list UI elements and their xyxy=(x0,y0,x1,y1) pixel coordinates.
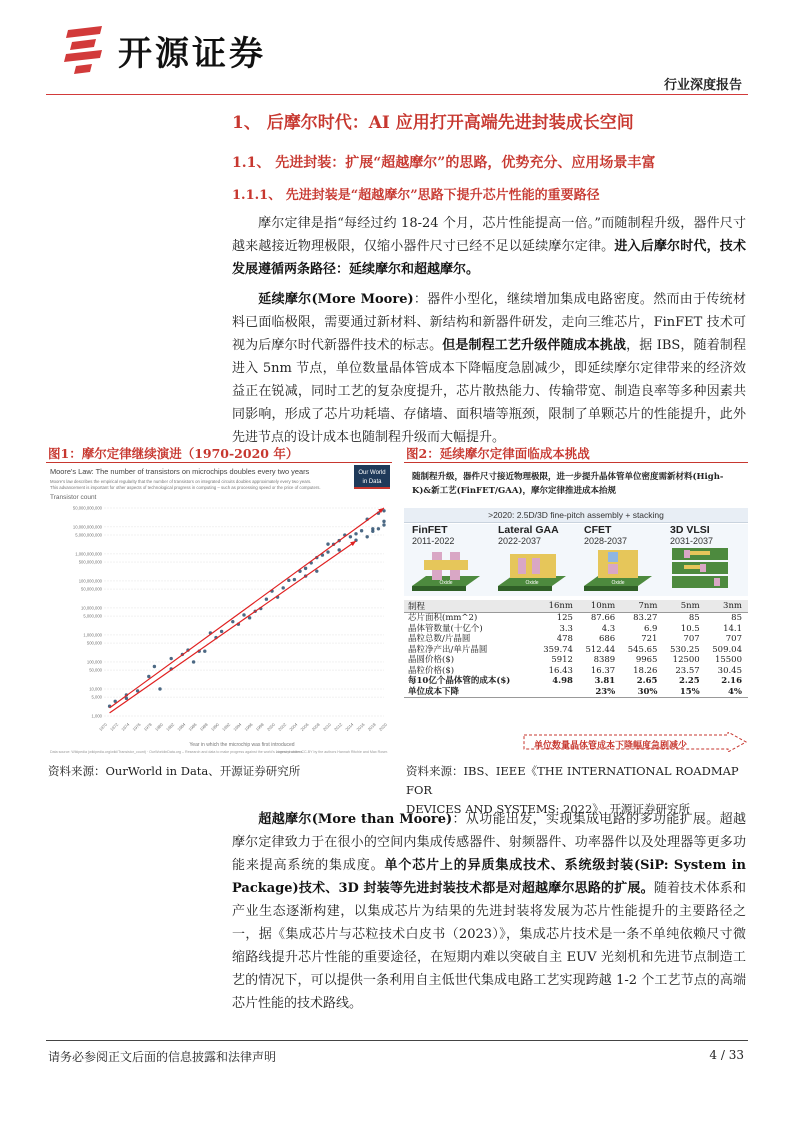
node-name: Lateral GAA xyxy=(498,524,559,536)
table-cell: 9965 xyxy=(635,655,658,665)
node-cfet xyxy=(578,524,660,596)
table-cell: 4% xyxy=(706,687,748,698)
table-cell: 10.5 xyxy=(680,623,700,634)
y-tick-label: 5,000,000,000 xyxy=(75,532,102,538)
data-point xyxy=(192,660,195,663)
y-tick-label: 5,000 xyxy=(91,694,102,700)
p3-bold: 单个芯片上的异质集成技术、系统级封装(SiP: System in Package)技术、3D 封装等先进封装技术都是对超越摩尔思路的扩展。 xyxy=(232,858,746,896)
x-tick-label: 1976 xyxy=(131,721,142,733)
table-row xyxy=(404,676,748,687)
table-cell: 359.74 xyxy=(543,644,573,655)
table-row xyxy=(404,613,748,624)
table-cell: 3.81 xyxy=(594,676,616,686)
data-point xyxy=(371,530,374,533)
chart-title: Moore's Law: The number of transistors on microchips doubles every two years xyxy=(50,467,310,476)
x-tick-label: 1996 xyxy=(243,721,254,733)
x-tick-label: 2006 xyxy=(299,721,310,733)
table-cell: 530.25 xyxy=(669,644,700,655)
x-tick-label: 2002 xyxy=(277,721,288,733)
3d-vlsi-device-icon xyxy=(664,546,746,592)
moores-law-chart xyxy=(46,464,392,760)
y-tick-label: 1,000,000 xyxy=(83,632,102,638)
owid-badge xyxy=(354,465,390,489)
y-tick-label: 1,000,000,000 xyxy=(75,551,102,557)
table-cell: 30.45 xyxy=(717,665,742,676)
data-point xyxy=(158,687,161,690)
paragraph-moore-law xyxy=(232,212,746,281)
cost-decline-note: 单位数量晶体管成本下降幅度急剧减少 xyxy=(534,741,688,751)
gaa-device-icon xyxy=(492,546,574,592)
table-cell: 12500 xyxy=(672,655,700,665)
x-tick-label: 1974 xyxy=(120,721,131,733)
x-tick-label: 2014 xyxy=(344,721,355,733)
row-label: 单位成本下降 xyxy=(404,687,537,698)
table-cell: 87.66 xyxy=(590,613,616,623)
data-point xyxy=(203,650,206,653)
table-cell: 686 xyxy=(598,634,616,644)
y-tick-label: 50,000,000,000 xyxy=(72,505,102,511)
chart-xlabel: Year in which the microchip was first introduced xyxy=(189,742,295,748)
row-label: 晶圆价格($) xyxy=(408,655,455,665)
section-heading: 1、 后摩尔时代：AI 应用打开高端先进封装成长空间 xyxy=(232,113,634,133)
table-cell: 512.44 xyxy=(585,644,616,655)
table-cell: 478 xyxy=(556,634,573,644)
table-cell: 509.04 xyxy=(712,644,742,655)
figure2-caption: 图2：延续摩尔定律面临成本挑战 xyxy=(406,446,590,461)
table-cell: 15500 xyxy=(714,655,742,665)
table-cell: 15% xyxy=(663,687,705,698)
brand-logo-icon xyxy=(62,24,110,76)
x-tick-label: 1998 xyxy=(254,721,265,733)
x-tick-label: 2020 xyxy=(377,721,389,733)
data-point xyxy=(147,675,150,678)
table-cell: 707 xyxy=(725,634,742,644)
data-point xyxy=(304,567,307,570)
data-point xyxy=(354,532,357,535)
x-tick-label: 1980 xyxy=(153,721,165,733)
table-cell: 18.26 xyxy=(633,665,658,676)
table-header-cell: 10nm xyxy=(579,600,621,613)
x-tick-label: 1982 xyxy=(165,721,176,733)
table-header-cell: 制程 xyxy=(404,600,537,613)
table-cell: 2.65 xyxy=(636,676,658,686)
figure1-rule xyxy=(46,462,392,463)
footer-disclaimer: 请务必参阅正文后面的信息披露和法律声明 xyxy=(48,1050,277,1064)
table-cell: 2.25 xyxy=(679,676,700,686)
data-point xyxy=(338,548,341,551)
table-cell: 30% xyxy=(621,687,663,698)
y-tick-label: 50,000 xyxy=(89,667,102,673)
chart-desc-2: This advancement is important for other aspects of technological progress in computing – such as processing speed or the price of computers. xyxy=(50,485,321,490)
y-tick-label: 100,000 xyxy=(86,659,102,665)
table-cell: 2.16 xyxy=(721,676,742,686)
table-cell: 707 xyxy=(683,634,700,644)
row-label: 芯片面积(mm^2) xyxy=(408,613,478,623)
node-years: 2022-2037 xyxy=(498,536,542,546)
table-row xyxy=(404,666,748,677)
table-cell: 16.43 xyxy=(548,665,573,676)
figure1-source: 资料来源：OurWorld in Data、开源证券研究所 xyxy=(48,764,301,778)
table-row xyxy=(404,655,748,666)
data-point xyxy=(315,569,318,572)
figure1-caption: 图1：摩尔定律继续演进（1970-2020 年） xyxy=(48,446,299,461)
p3-text1: ：从功能出发，实现集成电路的多功能扩展。超越摩尔定律致力于在很小的空间内集成传感器件、射频器件、功率器件以及处理器等更多功能来提高系统的集成度。 xyxy=(232,812,746,873)
row-label: 晶粒净产出/单片晶圆 xyxy=(408,644,488,655)
data-point xyxy=(382,520,385,523)
x-tick-label: 2004 xyxy=(288,721,299,733)
row-label: 晶粒总数/片晶圆 xyxy=(408,634,471,644)
row-label: 晶粒价格($) xyxy=(408,665,455,676)
data-point xyxy=(231,620,234,623)
p2-bold: 但是制程工艺升级伴随成本挑战 xyxy=(442,338,627,353)
figure2-rule xyxy=(404,462,748,463)
cost-challenge-figure xyxy=(404,466,748,760)
cfet-device-icon xyxy=(578,546,660,592)
data-point xyxy=(287,579,290,582)
x-tick-label: 2000 xyxy=(265,721,277,733)
table-header-cell: 3nm xyxy=(706,600,748,613)
x-tick-label: 1970 xyxy=(97,721,109,733)
report-type: 行业深度报告 xyxy=(663,78,742,93)
paragraph-more-moore xyxy=(232,288,746,449)
data-point xyxy=(153,665,156,668)
chart-desc-1: Moore's law describes the empirical regularity that the number of transistors on integrated circuits doubles approximately every two years. xyxy=(50,479,312,484)
x-tick-label: 1984 xyxy=(176,721,187,733)
device-roadmap xyxy=(404,524,748,596)
chart-license: Licensed under CC-BY by the authors Hannah Ritchie and Max Roser. xyxy=(275,750,388,754)
figure2-source-line2: DEVICES AND SYSTEMS: 2022》、开源证券研究所 xyxy=(406,802,691,816)
node-years: 2011-2022 xyxy=(412,536,455,546)
table-header-cell: 16nm xyxy=(537,600,579,613)
table-row xyxy=(404,645,748,656)
node-name: FinFET xyxy=(412,524,448,536)
owid-badge-l2: in Data xyxy=(362,479,382,485)
data-point xyxy=(360,529,363,532)
table-cell: 14.1 xyxy=(723,623,742,634)
y-tick-label: 10,000,000 xyxy=(81,605,102,611)
table-cell: 125 xyxy=(556,613,573,623)
data-point xyxy=(349,535,352,538)
node-years: 2031-2037 xyxy=(670,536,714,546)
p1-text: 摩尔定律是指“每经过约 18-24 个月，芯片性能提高一倍。”而随制程升级，器件尺寸越来越接近物理极限，仅缩小器件尺寸已经不足以延续摩尔定律。 xyxy=(232,216,746,254)
data-point xyxy=(377,527,380,530)
table-cell: 16.37 xyxy=(590,665,616,676)
x-tick-label: 2012 xyxy=(333,721,344,733)
data-point xyxy=(366,535,369,538)
table-cell: 83.27 xyxy=(633,613,658,623)
node-name: 3D VLSI xyxy=(670,524,710,536)
y-tick-label: 5,000,000 xyxy=(83,613,102,619)
data-point xyxy=(265,598,268,601)
y-tick-label: 10,000,000,000 xyxy=(72,524,102,530)
x-tick-label: 1986 xyxy=(187,721,198,733)
x-tick-label: 2016 xyxy=(355,721,366,733)
table-cell: 23% xyxy=(579,687,621,698)
y-tick-label: 100,000,000 xyxy=(78,578,102,584)
y-tick-label: 1,000 xyxy=(91,713,102,719)
svg-text:Oxide: Oxide xyxy=(439,580,453,586)
x-tick-label: 2010 xyxy=(321,721,333,733)
node-lateral-gaa xyxy=(492,524,574,596)
node-finfet xyxy=(406,524,488,596)
table-cell: 6.9 xyxy=(643,623,658,634)
x-tick-label: 1994 xyxy=(232,721,243,733)
table-cell xyxy=(537,687,579,698)
data-point xyxy=(382,523,385,526)
table-cell: 85 xyxy=(688,613,700,623)
data-point xyxy=(220,630,223,633)
subsection-heading: 1.1、 先进封装：扩展“超越摩尔”的思路，优势充分、应用场景丰富 xyxy=(232,155,656,171)
p2-text2: ，据 IBS，随着制程进入 5nm 节点，单位数量晶体管成本下降幅度急剧减少，即延续摩尔定律带来的经济效益正在锐减，同时工艺的复杂度提升，芯片散热能力、传输带宽、制造良率等多种因素共同影响，形成了芯片功耗墙、存储墙、面积墙等瓶颈，限制了单颗芯片的性能提升，此外先进节点的设计成本也随制程升级而大幅提升。 xyxy=(232,338,746,445)
figure2-intro: 随制程升级，器件尺寸接近物理极限，进一步提升晶体管单位密度需新材料(High-K)&新工艺(FinFET/GAA)，摩尔定律推进成本抬规 xyxy=(412,472,724,496)
table-cell: 85 xyxy=(731,613,742,623)
svg-text:Oxide: Oxide xyxy=(611,580,625,586)
table-row xyxy=(404,624,748,635)
table-cell: 3.3 xyxy=(559,623,573,634)
x-tick-label: 1972 xyxy=(109,721,120,733)
x-tick-label: 1992 xyxy=(221,721,232,733)
table-row xyxy=(404,634,748,645)
data-point xyxy=(282,586,285,589)
node-3d-vlsi xyxy=(664,524,746,596)
cost-table-header xyxy=(404,600,748,613)
x-tick-label: 2008 xyxy=(310,721,321,733)
table-cell: 545.65 xyxy=(627,644,658,655)
table-cell: 4.98 xyxy=(552,676,573,686)
x-tick-label: 1978 xyxy=(142,721,153,733)
page-number: 4 / 33 xyxy=(709,1048,744,1062)
subsubsection-heading: 1.1.1、 先进封装是“超越摩尔”思路下提升芯片性能的重要路径 xyxy=(232,188,600,203)
p3-text2: 随着技术体系和产业生态逐渐构建，以集成芯片为结果的先进封装将发展为芯片性能提升的主要路径之一，据《集成芯片与芯粒技术白皮书（2023）》，集成芯片技术是一条不单纯依赖尺寸微缩路线提升芯片性能的重要途径，在短期内难以突破自主 EUV 光刻机和先进节点制造工艺的情况下，可以提供一条利用自主低世代集成电路工艺实现跨越 1-2 个工艺节点的高端芯片性能的技术路线。 xyxy=(232,881,746,1011)
x-tick-label: 1988 xyxy=(198,721,209,733)
p2-text1: ：器件小型化，继续增加集成电路密度。然而由于传统材料已面临极限，需要通过新材料、新结构和新器件研发，走向三维芯片，FinFET 技术可视为后摩尔时代新器件技术的标志。 xyxy=(232,292,746,353)
svg-text:Oxide: Oxide xyxy=(525,580,539,586)
data-point xyxy=(170,657,173,660)
table-cell: 5912 xyxy=(551,655,573,665)
table-cell: 4.3 xyxy=(601,623,616,634)
paragraph-more-than-moore xyxy=(232,808,746,1015)
p2-term: 延续摩尔(More Moore) xyxy=(258,292,414,307)
x-tick-label: 1990 xyxy=(209,721,221,733)
table-header-cell: 5nm xyxy=(663,600,705,613)
finfet-device-icon xyxy=(406,546,488,592)
header-divider xyxy=(46,94,748,95)
table-cell: 23.57 xyxy=(675,665,700,676)
data-point xyxy=(242,613,245,616)
data-point xyxy=(293,578,296,581)
p1-bold: 进入后摩尔时代，技术发展遵循两条路径：延续摩尔和超越摩尔。 xyxy=(232,239,746,277)
node-years: 2028-2037 xyxy=(584,536,628,546)
footer-divider xyxy=(46,1040,748,1041)
table-row xyxy=(404,687,748,698)
row-label: 每10亿个晶体管的成本($) xyxy=(408,676,511,686)
figure2-source-line1: 资料来源：IBS、IEEE《THE INTERNATIONAL ROADMAP FOR xyxy=(406,764,739,797)
table-cell: 721 xyxy=(641,634,658,644)
row-label: 晶体管数量(十亿个) xyxy=(408,623,483,634)
owid-badge-l1: Our World xyxy=(358,470,386,476)
cost-table xyxy=(404,600,748,698)
roadmap-banner: >2020: 2.5D/3D fine-pitch assembly + stacking xyxy=(404,508,748,523)
y-tick-label: 500,000,000 xyxy=(78,559,102,565)
data-point xyxy=(326,542,329,545)
node-name: CFET xyxy=(584,524,612,536)
brand-name: 开源证券 xyxy=(118,34,266,74)
owid-badge-stripe xyxy=(354,487,390,489)
y-tick-label: 10,000 xyxy=(89,686,102,692)
y-tick-label: 50,000,000 xyxy=(81,586,102,592)
chart-ylabel: Transistor count xyxy=(50,494,97,501)
table-header-cell: 7nm xyxy=(621,600,663,613)
p3-term: 超越摩尔(More than Moore) xyxy=(258,812,453,827)
y-tick-label: 500,000 xyxy=(86,640,102,646)
x-tick-label: 2018 xyxy=(366,721,377,733)
chart-footnote: Data source: Wikipedia (wikipedia.org/wiki/Transistor_count) · OurWorldinData.org – Research and data to make progress against the world's largest problems. xyxy=(50,750,304,754)
data-point xyxy=(326,550,329,553)
table-cell: 8389 xyxy=(593,655,616,665)
